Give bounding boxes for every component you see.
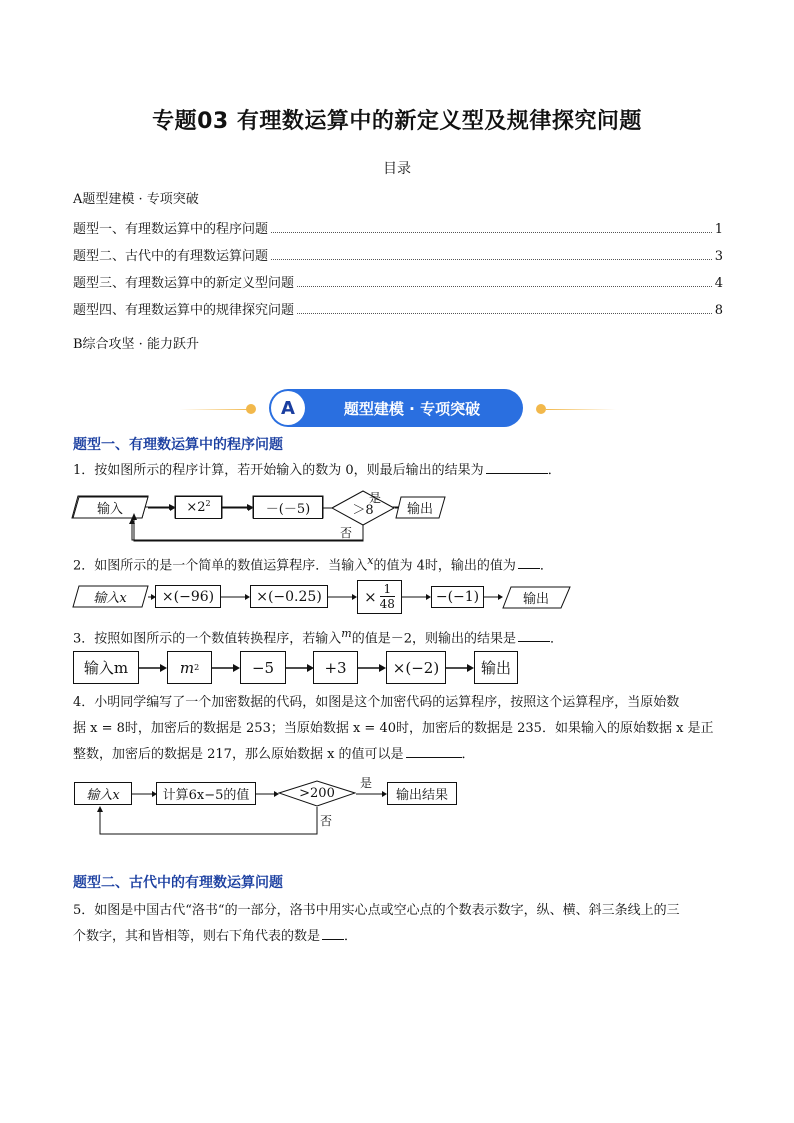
arrow (212, 662, 240, 674)
arrow (256, 788, 280, 800)
arrow (148, 502, 176, 514)
toc-item-label: 题型三、有理数运算中的新定义型问题 (73, 276, 295, 291)
banner-right-line (546, 409, 616, 410)
flow-output: 输出 (474, 651, 518, 684)
flow-step: 计算6x−5的值 (156, 782, 256, 805)
flow-input: 输入x (72, 585, 148, 607)
toc-part-a[interactable]: A题型建模 · 专项突破 (73, 192, 199, 207)
flow-step: m 2 (167, 651, 212, 684)
flow-no-label: 否 (340, 526, 353, 540)
flow-condition: >200 (278, 780, 356, 807)
flow-output: 输出结果 (387, 782, 457, 805)
flow-yes-label: 是 (360, 776, 373, 790)
arrow (328, 591, 358, 603)
toc-item-page: 1 (714, 222, 723, 237)
question-2: 2．如图所示的是一个简单的数值运算程序．当输入$^x$的值为 4时，输出的值为 ． (73, 554, 553, 574)
arrow (446, 662, 474, 674)
flow-output: 输出 (502, 586, 570, 608)
answer-blank[interactable] (406, 743, 462, 758)
flow-step: ×(−2) (386, 651, 446, 684)
toc-part-b[interactable]: B综合攻坚 · 能力跃升 (73, 337, 199, 352)
toc-item-label: 题型四、有理数运算中的规律探究问题 (73, 303, 295, 318)
arrow (402, 591, 432, 603)
flow-step: ×2 $^2$ (175, 496, 222, 519)
toc-item-page: 4 (714, 276, 723, 291)
flow-step: −5 (240, 651, 286, 684)
question-5: 5．如图是中国古代“洛书“的一部分，洛书中用实心点或空心点的个数表示数字，纵、横、斜三条线上的三 个数字，其和皆相等，则右下角代表的数是 ． (73, 903, 680, 944)
page-title: 专题03 有理数运算中的新定义型及规律探究问题 (152, 109, 642, 134)
flow-yes-label: 是 (369, 491, 382, 505)
arrow (139, 662, 167, 674)
toc-item-label: 题型一、有理数运算中的程序问题 (73, 222, 269, 237)
question-1: 1．按如图所示的程序计算，若开始输入的数为 0，则最后输出的结果为 ． (73, 458, 733, 484)
question-3: 3．按照如图所示的一个数值转换程序，若输入$^m$的值是－2，则输出的结果是 ． (73, 627, 564, 647)
banner-text: 题型建模 · 专项突破 (343, 400, 481, 418)
arrow (286, 662, 314, 674)
flow-output: 输出 (395, 496, 445, 519)
section-heading: 题型一、有理数运算中的程序问题 (73, 437, 283, 453)
toc-heading: 目录 (383, 161, 411, 177)
toc-item-label: 题型二、古代中的有理数运算问题 (73, 249, 269, 264)
question-4: 4．小明同学编写了一个加密数据的代码，如图是这个加密代码的运算程序，按照这个运算程序，当原始数 据 x = 8时，加密后的数据是 253；当原始数据 x = 40时，加密后的数据是 235．如果输入的原始数据 x 是正 整数，加密后的数据是 217，那么原始数据 x 的值可以是 ． (73, 695, 714, 762)
flow-loop (96, 805, 322, 837)
arrow (358, 662, 386, 674)
flow-input: 输入 (72, 496, 148, 518)
banner-left-dot (246, 404, 256, 414)
flow-step: +3 (313, 651, 358, 684)
flow-input: 输入x (74, 782, 132, 805)
answer-blank[interactable] (322, 925, 344, 940)
flow-no-label: 否 (320, 814, 333, 828)
arrow (132, 788, 158, 800)
toc-item[interactable] (73, 219, 723, 237)
banner-letter: A (271, 391, 305, 425)
flow-step: × $\frac{1}{48}$ (357, 580, 402, 614)
banner-right-dot (536, 404, 546, 414)
section-heading: 题型二、古代中的有理数运算问题 (73, 875, 283, 891)
flow-step: ×(−96) (155, 585, 221, 608)
flow-input: 输入m (73, 651, 139, 684)
toc-item[interactable] (73, 246, 723, 264)
answer-blank[interactable] (518, 627, 550, 642)
answer-blank[interactable] (518, 554, 540, 569)
flow-step: －(－5) (253, 496, 323, 519)
toc-item[interactable] (73, 300, 723, 318)
flow-condition: ＞8 (331, 490, 395, 526)
arrow (221, 591, 251, 603)
arrow (484, 591, 504, 603)
answer-blank[interactable] (486, 459, 548, 474)
flow-step: ×(−0.25) (250, 585, 328, 608)
toc-item-page: 8 (714, 303, 723, 318)
toc-item[interactable] (73, 273, 723, 291)
banner-left-line (180, 409, 250, 410)
toc-item-page: 3 (714, 249, 723, 264)
flow-step: −(−1) (431, 586, 484, 608)
